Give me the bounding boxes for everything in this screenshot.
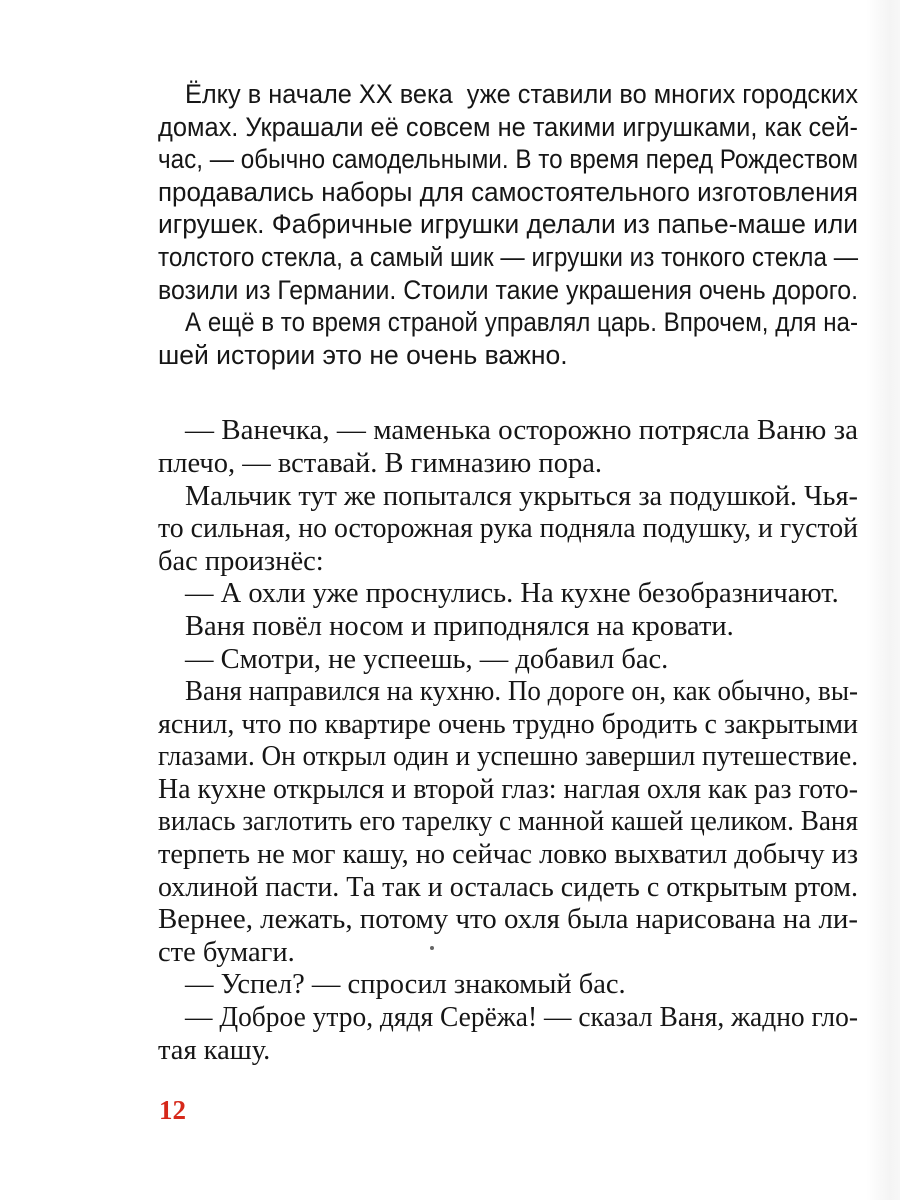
text-line: тая кашу. — [158, 1034, 271, 1066]
text-line: продавались наборы для самостоятельного изготовления — [158, 176, 858, 207]
paragraph — [158, 306, 858, 371]
text-line: На кухне открылся и второй глаз: наглая охля как раз гото- — [158, 773, 858, 805]
text-line: игрушек. Фабричные игрушки делали из папье-маше или — [158, 209, 858, 240]
text-line: глазами. Он открыл один и успешно завершил путешествие. — [158, 741, 858, 773]
text-line: Ваня направился на кухню. По дороге он, как обычно, вы- — [185, 676, 858, 708]
paragraph — [158, 481, 858, 579]
paragraph — [158, 644, 858, 677]
stray-ink-dot — [430, 946, 434, 950]
paragraph — [158, 415, 858, 480]
text-line: — Успел? — спросил знакомый бас. — [185, 969, 626, 1001]
text-line: час, — обычно самодельными. В то время перед Рождеством — [158, 144, 858, 175]
paragraph — [158, 676, 858, 969]
text-line: — Смотри, не успеешь, — добавил бас. — [185, 643, 669, 675]
text-line: вилась заглотить его тарелку с манной кашей целиком. Ваня — [158, 806, 858, 838]
text-line: сте бумаги. — [158, 936, 295, 968]
section-break — [158, 371, 858, 415]
paragraph — [158, 1002, 858, 1067]
text-block — [158, 78, 858, 1067]
text-line: домах. Украшали её совсем не такими игрушками, как сей- — [158, 111, 858, 142]
text-line: А ещё в то время страной управлял царь. Впрочем, для на- — [185, 307, 858, 338]
text-line: Ёлку в начале XX века уже ставили во многих городских — [185, 79, 858, 109]
paragraph — [158, 78, 858, 306]
paragraph — [158, 969, 858, 1002]
text-line: яснил, что по квартире очень трудно бродить с закрытыми — [158, 708, 858, 740]
text-line: Мальчик тут же попытался укрыться за подушкой. Чья- — [185, 480, 858, 512]
text-line: шей истории это не очень важно. — [158, 339, 568, 370]
text-line: то сильная, но осторожная рука подняла подушку, и густой — [158, 513, 858, 545]
text-line: возили из Германии. Стоили такие украшения очень дорого. — [158, 274, 858, 305]
text-line: — Ванечка, — маменька осторожно потрясла Ваню за — [185, 415, 858, 447]
page-number: 12 — [159, 1095, 186, 1125]
paragraph — [158, 611, 858, 644]
text-line: Вернее, лежать, потому что охля была нарисована на ли- — [158, 904, 858, 936]
text-line: бас произнёс: — [158, 545, 324, 577]
text-line: — А охли уже проснулись. На кухне безобразничают. — [185, 578, 839, 610]
text-line: терпеть не мог кашу, но сейчас ловко выхватил добычу из — [158, 839, 858, 871]
text-line: толстого стекла, а самый шик — игрушки из тонкого стекла — — [158, 241, 858, 272]
text-line: Ваня повёл носом и приподнялся на кровати. — [185, 610, 734, 642]
text-line: плечо, — вставай. В гимназию пора. — [158, 447, 602, 479]
paragraph — [158, 578, 858, 611]
text-line: охлиной пасти. Та так и осталась сидеть с открытым ртом. — [158, 871, 858, 903]
text-line: — Доброе утро, дядя Серёжа! — сказал Ваня, жадно гло- — [185, 1002, 858, 1034]
